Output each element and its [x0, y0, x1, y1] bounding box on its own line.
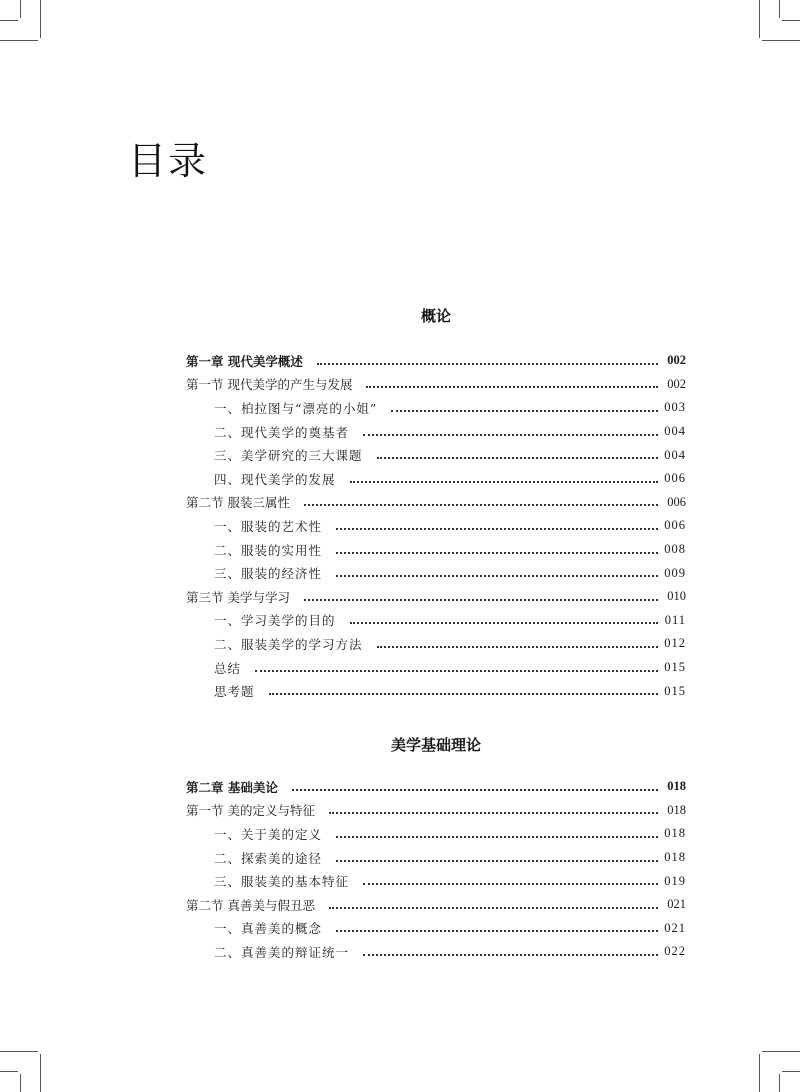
dot-leader	[350, 610, 658, 624]
toc-entry-label: 三、服装的经济性	[214, 566, 323, 582]
toc-page-number: 022	[664, 944, 686, 959]
toc-page-number: 006	[664, 471, 686, 486]
toc-page-number: 018	[664, 850, 686, 865]
dot-leader	[292, 777, 658, 791]
toc-page-number: 019	[664, 873, 686, 888]
dot-leader	[363, 942, 658, 956]
toc-item[interactable]	[186, 917, 686, 941]
toc-item[interactable]	[186, 467, 686, 491]
dot-leader	[255, 658, 658, 672]
toc-entry-label: 思考题	[214, 684, 255, 700]
dot-leader	[304, 587, 658, 601]
toc-entry-label: 第二章 基础美论	[186, 779, 278, 795]
toc-entry-label: 二、真善美的辩证统一	[214, 944, 350, 960]
toc-item[interactable]	[186, 561, 686, 585]
part-heading: 美学基础理论	[390, 736, 481, 754]
toc-page-number: 003	[664, 400, 686, 415]
toc-page-number: 002	[667, 376, 686, 391]
toc-entry-label: 四、现代美学的发展	[214, 471, 336, 487]
toc-page-number: 015	[664, 683, 686, 698]
toc-item[interactable]	[186, 869, 686, 893]
toc-section[interactable]	[186, 491, 686, 515]
dot-leader	[366, 374, 658, 388]
dot-leader	[317, 351, 658, 365]
dot-leader	[304, 492, 658, 506]
toc-entry-label: 一、服装的艺术性	[214, 518, 323, 534]
toc-section[interactable]	[186, 373, 686, 397]
toc-page-number: 012	[664, 636, 686, 651]
toc-page-number: 004	[664, 424, 686, 439]
toc-page-number: 018	[664, 826, 686, 841]
toc-entry-label: 第三节 美学与学习	[186, 589, 290, 605]
dot-leader	[363, 871, 658, 885]
toc-entry-label: 一、真善美的概念	[214, 921, 323, 937]
toc-page-number: 004	[664, 447, 686, 462]
toc-page-number: 018	[667, 779, 686, 794]
toc-entry-label: 一、学习美学的目的	[214, 613, 336, 629]
toc-chapter[interactable]	[186, 349, 686, 373]
toc-page-number: 010	[667, 589, 686, 604]
toc-item[interactable]	[186, 609, 686, 633]
toc-list	[186, 775, 686, 964]
toc-entry-label: 总结	[214, 660, 242, 676]
toc-page-number: 006	[664, 518, 686, 533]
toc-page-number: 009	[664, 565, 686, 580]
dot-leader	[350, 469, 658, 483]
toc-entry-label: 二、探索美的途径	[214, 850, 323, 866]
toc-entry-label: 一、柏拉图与“漂亮的小姐”	[214, 400, 378, 416]
dot-leader	[363, 422, 658, 436]
toc-entry-label: 一、关于美的定义	[214, 826, 323, 842]
toc-entry-label: 二、服装的实用性	[214, 542, 323, 558]
dot-leader	[336, 563, 658, 577]
dot-leader	[377, 445, 658, 459]
toc-item[interactable]	[186, 679, 686, 703]
dot-leader	[269, 681, 658, 695]
toc-item[interactable]	[186, 420, 686, 444]
dot-leader	[336, 824, 658, 838]
toc-section[interactable]	[186, 799, 686, 823]
toc-section[interactable]	[186, 893, 686, 917]
toc-page-number: 008	[664, 542, 686, 557]
dot-leader	[329, 800, 658, 814]
toc-item[interactable]	[186, 396, 686, 420]
dot-leader	[336, 540, 658, 554]
toc-page-number: 018	[667, 802, 686, 817]
toc-item[interactable]	[186, 940, 686, 964]
toc-page-number: 002	[667, 353, 686, 368]
toc-item[interactable]	[186, 846, 686, 870]
toc-entry-label: 第一节 现代美学的产生与发展	[186, 377, 353, 393]
toc-page-number: 011	[664, 612, 686, 627]
toc-page-number: 021	[664, 920, 686, 935]
dot-leader	[336, 918, 658, 932]
toc-entry-label: 第一节 美的定义与特征	[186, 803, 315, 819]
toc-item[interactable]	[186, 514, 686, 538]
toc-entry-label: 第二节 真善美与假丑恶	[186, 897, 315, 913]
toc-item[interactable]	[186, 656, 686, 680]
dot-leader	[336, 516, 658, 530]
toc-item[interactable]	[186, 632, 686, 656]
toc-entry-label: 第二节 服装三属性	[186, 495, 290, 511]
dot-leader	[391, 398, 658, 412]
dot-leader	[329, 895, 658, 909]
toc-chapter[interactable]	[186, 775, 686, 799]
dot-leader	[377, 634, 658, 648]
toc-entry-label: 三、服装美的基本特征	[214, 874, 350, 890]
toc-item[interactable]	[186, 538, 686, 562]
part-heading: 概论	[420, 307, 451, 325]
toc-page-number: 015	[664, 660, 686, 675]
toc-list	[186, 349, 686, 703]
toc-entry-label: 三、美学研究的三大课题	[214, 448, 363, 464]
toc-entry-label: 二、现代美学的奠基者	[214, 424, 350, 440]
toc-item[interactable]	[186, 443, 686, 467]
dot-leader	[336, 848, 658, 862]
toc-entry-label: 二、服装美学的学习方法	[214, 636, 363, 652]
toc-item[interactable]	[186, 822, 686, 846]
toc-page-number: 006	[667, 494, 686, 509]
toc-section[interactable]	[186, 585, 686, 609]
toc-entry-label: 第一章 现代美学概述	[186, 353, 303, 369]
page-title: 目录	[128, 139, 209, 183]
toc-page-number: 021	[667, 897, 686, 912]
